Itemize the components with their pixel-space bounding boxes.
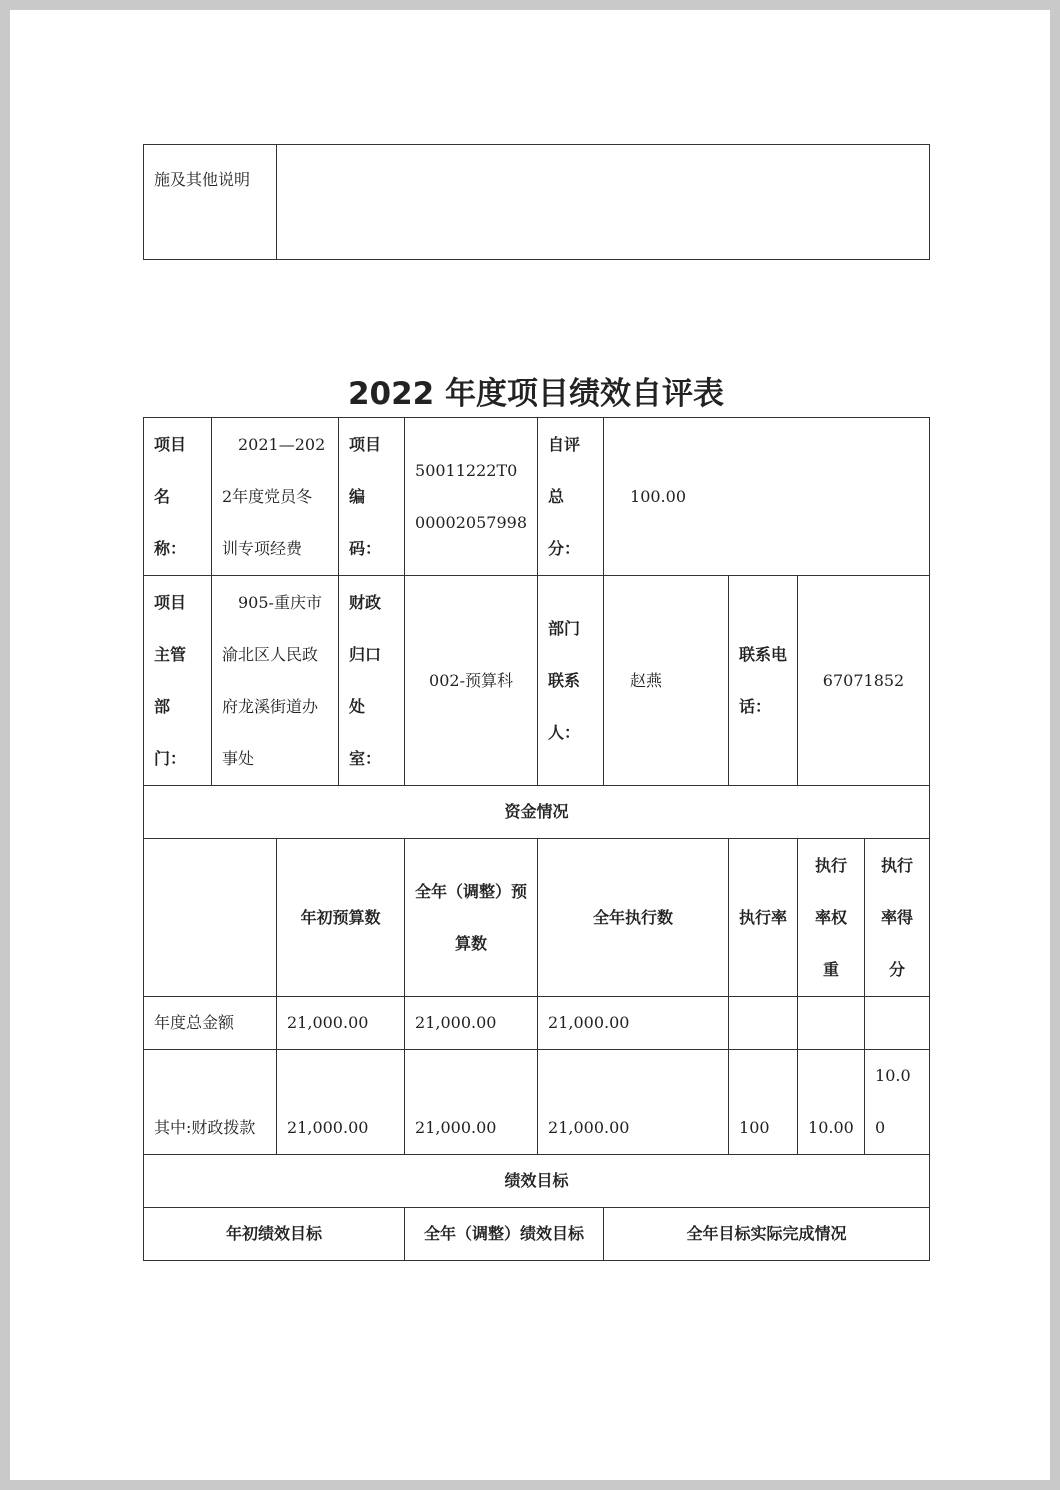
contact-label: 部门联系人： <box>538 576 604 786</box>
funds-header-weight: 执行率权重 <box>798 839 865 997</box>
row-initial: 21,000.00 <box>277 997 405 1050</box>
score-label: 自评总分： <box>538 418 604 576</box>
project-row <box>144 418 930 576</box>
notes-label: 施及其他说明 <box>144 145 277 260</box>
goals-header-adjusted: 全年（调整）绩效目标 <box>405 1208 604 1261</box>
table-row <box>144 1050 930 1155</box>
row-weight: 10.00 <box>798 1050 865 1155</box>
row-score: 10.00 <box>865 1050 930 1155</box>
row-adjusted: 21,000.00 <box>405 1050 538 1155</box>
department-row <box>144 576 930 786</box>
score-value: 100.00 <box>604 418 930 576</box>
contact-value: 赵燕 <box>604 576 729 786</box>
row-rate: 100 <box>729 1050 798 1155</box>
funds-header-row <box>144 839 930 997</box>
funds-section-title: 资金情况 <box>144 786 930 839</box>
dept-value: 905-重庆市渝北区人民政府龙溪街道办事处 <box>212 576 339 786</box>
project-code-label: 项目编码： <box>339 418 405 576</box>
document-page <box>10 10 1050 1480</box>
page-title: 2022 年度项目绩效自评表 <box>347 376 725 412</box>
project-name-value: 2021—2022年度党员冬训专项经费 <box>212 418 339 576</box>
row-initial: 21,000.00 <box>277 1050 405 1155</box>
row-label: 其中:财政拨款 <box>144 1050 277 1155</box>
phone-value: 67071852 <box>798 576 930 786</box>
row-rate <box>729 997 798 1050</box>
phone-label: 联系电话： <box>729 576 798 786</box>
goals-header-initial: 年初绩效目标 <box>144 1208 405 1261</box>
dept-label: 项目主管部门： <box>144 576 212 786</box>
row-score <box>865 997 930 1050</box>
project-name-label: 项目名称： <box>144 418 212 576</box>
notes-content <box>277 145 930 260</box>
funds-header-rate: 执行率 <box>729 839 798 997</box>
row-executed: 21,000.00 <box>538 997 729 1050</box>
finance-office-value: 002-预算科 <box>405 576 538 786</box>
notes-table <box>143 144 930 260</box>
funds-header-adjusted: 全年（调整）预算数 <box>405 839 538 997</box>
funds-header-score: 执行率得分 <box>865 839 930 997</box>
funds-header-initial: 年初预算数 <box>277 839 405 997</box>
row-adjusted: 21,000.00 <box>405 997 538 1050</box>
finance-office-label: 财政归口处室： <box>339 576 405 786</box>
funds-header-executed: 全年执行数 <box>538 839 729 997</box>
goals-section-title: 绩效目标 <box>144 1155 930 1208</box>
goals-header-actual: 全年目标实际完成情况 <box>604 1208 930 1261</box>
evaluation-table <box>143 417 930 1261</box>
project-code-value: 50011222T000002057998 <box>405 418 538 576</box>
table-row <box>144 997 930 1050</box>
goals-header-row <box>144 1208 930 1261</box>
row-executed: 21,000.00 <box>538 1050 729 1155</box>
row-label: 年度总金额 <box>144 997 277 1050</box>
row-weight <box>798 997 865 1050</box>
funds-header-blank <box>144 839 277 997</box>
